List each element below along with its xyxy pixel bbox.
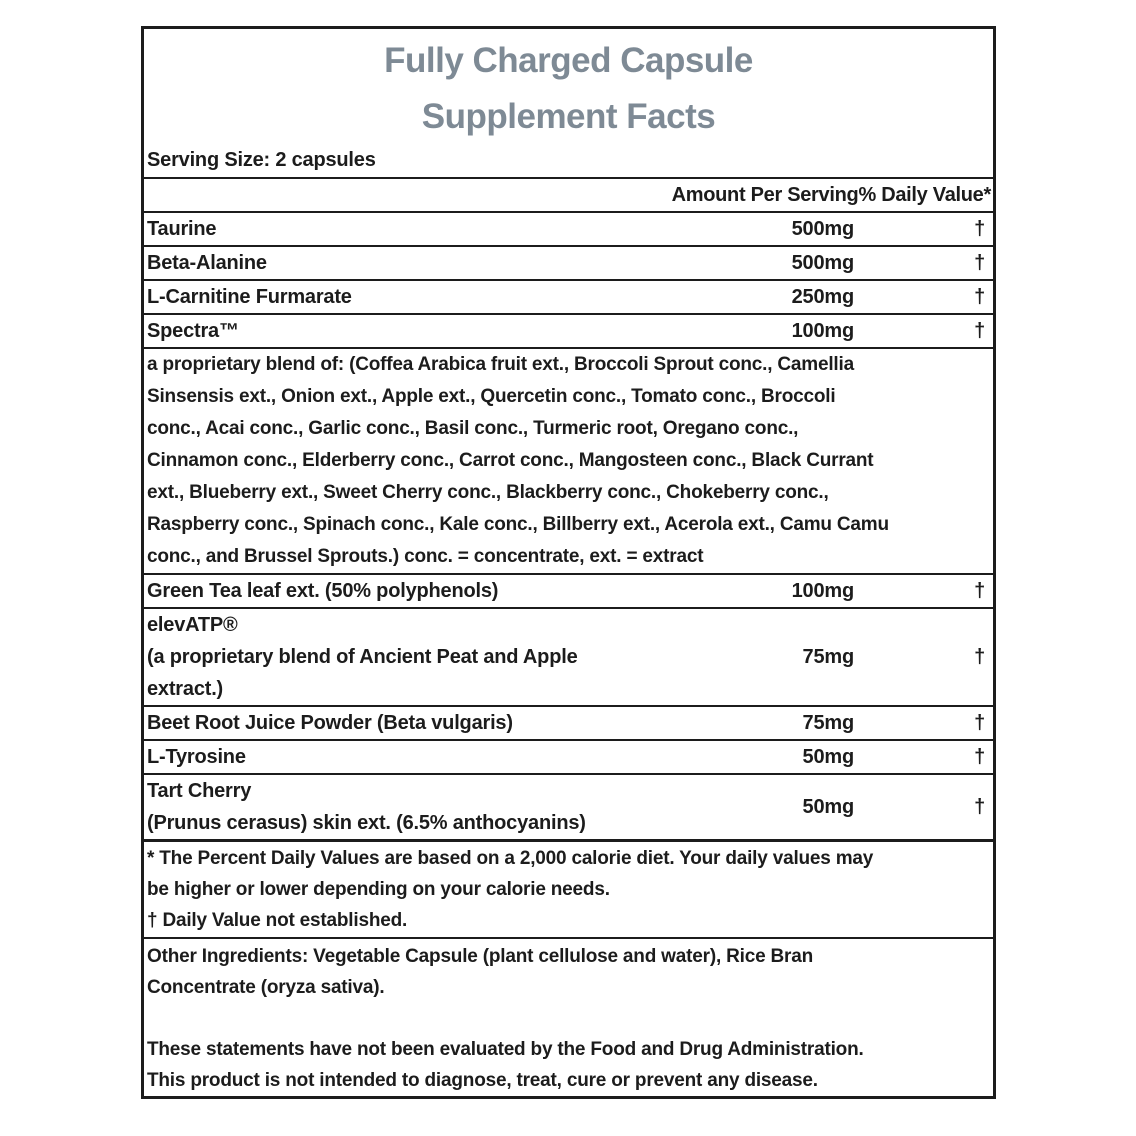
ingredient-name: Spectra™ [147,320,239,342]
supplement-facts-panel [141,26,996,1099]
ingredient-amount: 500mg [791,251,854,274]
ingredient-amount: 100mg [791,579,854,602]
ingredient-row-elevatp [144,609,993,707]
bottom-block [144,939,993,1096]
ingredient-amount: 500mg [791,217,854,240]
ingredient-name: Green Tea leaf ext. (50% polyphenols) [147,580,499,602]
ingredient-name: Beet Root Juice Powder (Beta vulgaris) [147,712,513,734]
ingredient-amount: 100mg [791,319,854,342]
ingredient-daily-value: † [974,711,985,734]
ingredient-amount: 50mg [802,795,854,818]
daily-value-not-established-note: † Daily Value not established. [147,910,408,931]
ingredient-daily-value: † [974,251,985,274]
ingredient-amount: 50mg [802,745,854,768]
ingredient-daily-value: † [974,319,985,342]
ingredient-name: elevATP® (a proprietary blend of Ancient Peat and Apple extract.) [147,614,578,700]
ingredient-amount: 250mg [791,285,854,308]
ingredient-name: L-Tyrosine [147,746,246,768]
ingredient-row-tart-cherry [144,775,993,842]
ingredient-daily-value: † [974,745,985,768]
ingredient-amount: 75mg [802,711,854,734]
ingredient-name: Taurine [147,218,217,240]
column-header-amount: Amount Per Serving [671,183,859,206]
ingredient-name: L-Carnitine Furmarate [147,286,352,308]
ingredient-daily-value: † [974,285,985,308]
ingredient-name: Tart Cherry (Prunus cerasus) skin ext. (6.5% anthocyanins) [147,780,586,834]
percent-daily-value-note: * The Percent Daily Values are based on a 2,000 calorie diet. Your daily values may be higher or lower depending on your calorie needs. [147,848,874,900]
title-block [144,29,993,145]
product-title: Fully Charged Capsule [384,41,753,80]
ingredient-daily-value: † [974,795,985,818]
column-header-row [144,179,993,213]
ingredient-row-taurine [144,213,993,247]
ingredient-row-spectra [144,315,993,349]
ingredient-daily-value: † [974,579,985,602]
panel-title: Supplement Facts [421,97,716,136]
serving-size: Serving Size: 2 capsules [144,145,993,179]
spectra-blend-description: a proprietary blend of: (Coffea Arabica fruit ext., Broccoli Sprout conc., Camellia Sinsensis ext., Onion ext., Apple ext., Quercetin conc., Tomato conc., Broccoli conc., Acai conc., Garlic conc., Basil conc., Turmeric root, Oregano conc., Cinnamon conc., Elderberry conc., Carrot conc., Mangosteen conc., Black Currant ext., Blueberry ext., Sweet Cherry conc., Blackberry conc., Chokeberry conc., Raspberry conc., Spinach conc., Kale conc., Billberry ext., Acerola ext., Camu Camu conc., and Brussel Sprouts.) conc. = concentrate, ext. = extract [144,349,993,575]
daily-value-footnote-block [144,842,993,939]
other-ingredients: Other Ingredients: Vegetable Capsule (plant cellulose and water), Rice Bran Concentrate (oryza sativa). [147,946,814,998]
ingredient-daily-value: † [974,645,985,668]
ingredient-row-beta-alanine [144,247,993,281]
ingredient-row-green-tea [144,575,993,609]
column-header-daily-value: % Daily Value* [858,183,991,206]
ingredient-row-beet-root [144,707,993,741]
ingredient-daily-value: † [974,217,985,240]
ingredient-row-l-tyrosine [144,741,993,775]
ingredient-amount: 75mg [802,645,854,668]
fda-disclaimer: These statements have not been evaluated by the Food and Drug Administration. This product is not intended to diagnose, treat, cure or prevent any disease. [147,1039,864,1091]
ingredient-name: Beta-Alanine [147,252,267,274]
ingredient-row-l-carnitine-furmarate [144,281,993,315]
